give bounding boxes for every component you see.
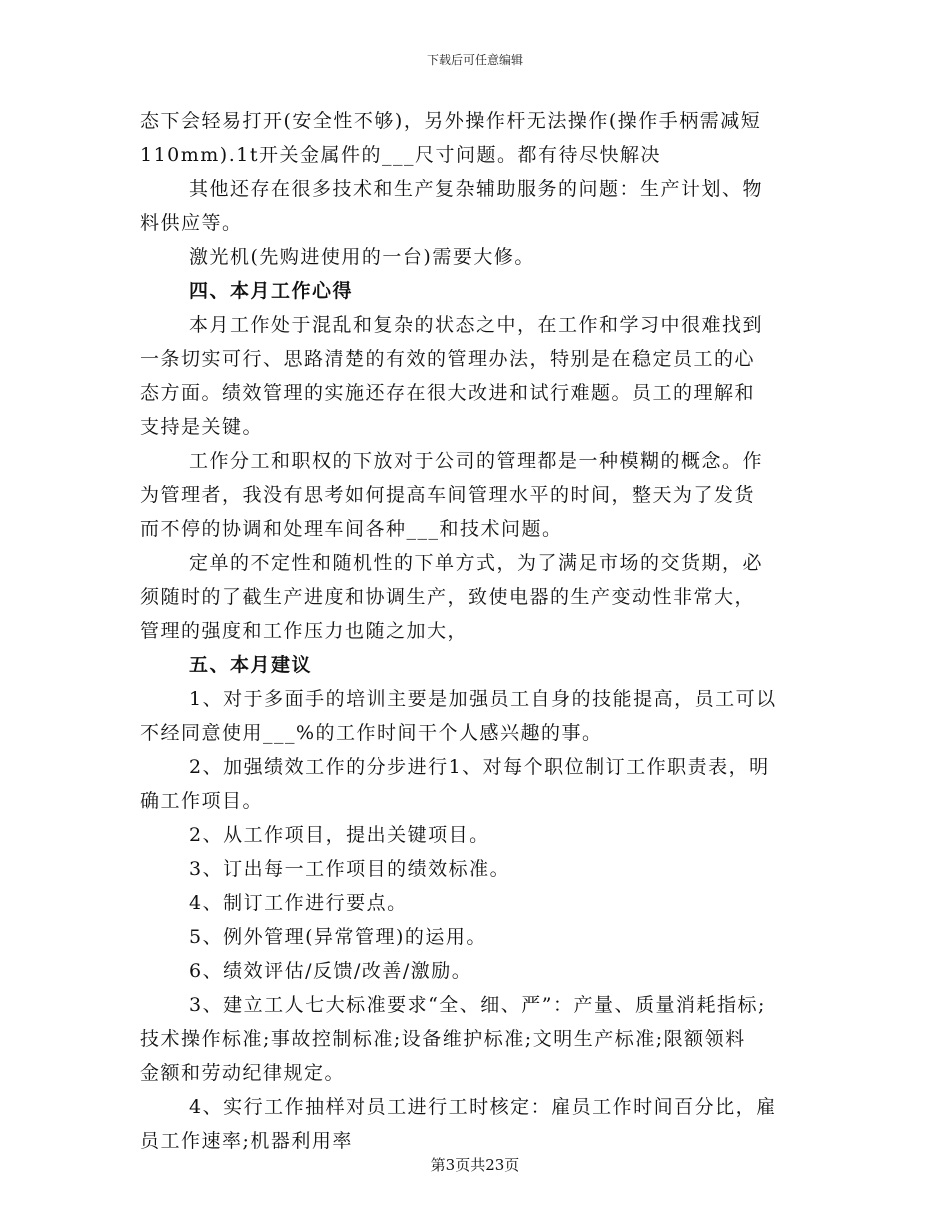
section-heading: 四、本月工作心得 <box>189 280 354 302</box>
section-heading: 五、本月建议 <box>189 654 313 676</box>
text-line: 技术操作标准;事故控制标准;设备维护标准;文明生产标准;限额领料 <box>140 1028 746 1050</box>
document-body <box>140 104 810 1158</box>
text-line: 2、从工作项目，提出关键项目。 <box>189 824 490 846</box>
text-line: 不经同意使用___%的工作时间干个人感兴趣的事。 <box>140 722 603 744</box>
text-line: 态方面。绩效管理的实施还存在很大改进和试行难题。员工的理解和 <box>140 382 756 404</box>
text-line: 而不停的协调和处理车间各种___和技术问题。 <box>140 518 563 540</box>
page-footer: 第3页共23页 <box>430 1156 520 1174</box>
text-line: 激光机(先购进使用的一台)需要大修。 <box>189 246 535 268</box>
text-line: 3、建立工人七大标准要求“全、细、严”：产量、质量消耗指标; <box>189 994 766 1016</box>
text-line: 态下会轻易打开(安全性不够)，另外操作杆无法操作(操作手柄需减短 <box>140 110 762 132</box>
text-line: 本月工作处于混乱和复杂的状态之中，在工作和学习中很难找到 <box>189 314 764 336</box>
text-line: 3、订出每一工作项目的绩效标准。 <box>189 858 511 880</box>
text-line: 4、制订工作进行要点。 <box>189 892 408 914</box>
text-line: 为管理者，我没有思考如何提高车间管理水平的时间，整天为了发货 <box>140 484 756 506</box>
text-line: 定单的不定性和随机性的下单方式，为了满足市场的交货期，必 <box>189 552 764 574</box>
text-line: 5、例外管理(异常管理)的运用。 <box>189 926 487 948</box>
text-line: 支持是关键。 <box>140 416 264 438</box>
text-line: 110mm).1t开关金属件的___尺寸问题。都有待尽快解决 <box>140 144 661 166</box>
text-line: 须随时的了截生产进度和协调生产，致使电器的生产变动性非常大， <box>140 586 756 608</box>
text-line: 工作分工和职权的下放对于公司的管理都是一种模糊的概念。作 <box>189 450 764 472</box>
page-header: 下载后可任意编辑 <box>426 53 523 67</box>
text-line: 料供应等。 <box>140 212 243 234</box>
text-line: 员工作速率;机器利用率 <box>140 1130 353 1152</box>
text-line: 金额和劳动纪律规定。 <box>140 1062 346 1084</box>
text-line: 其他还存在很多技术和生产复杂辅助服务的问题：生产计划、物 <box>189 178 764 200</box>
text-line: 一条切实可行、思路清楚的有效的管理办法，特别是在稳定员工的心 <box>140 348 756 370</box>
text-line: 确工作项目。 <box>140 790 264 812</box>
text-line: 6、绩效评估/反馈/改善/激励。 <box>189 960 473 982</box>
text-line: 1、对于多面手的培训主要是加强员工自身的技能提高，员工可以 <box>189 688 777 710</box>
text-line: 4、实行工作抽样对员工进行工时核定：雇员工作时间百分比，雇 <box>189 1096 777 1118</box>
text-line: 2、加强绩效工作的分步进行1、对每个职位制订工作职责表，明 <box>189 756 770 778</box>
text-line: 管理的强度和工作压力也随之加大， <box>140 620 469 642</box>
